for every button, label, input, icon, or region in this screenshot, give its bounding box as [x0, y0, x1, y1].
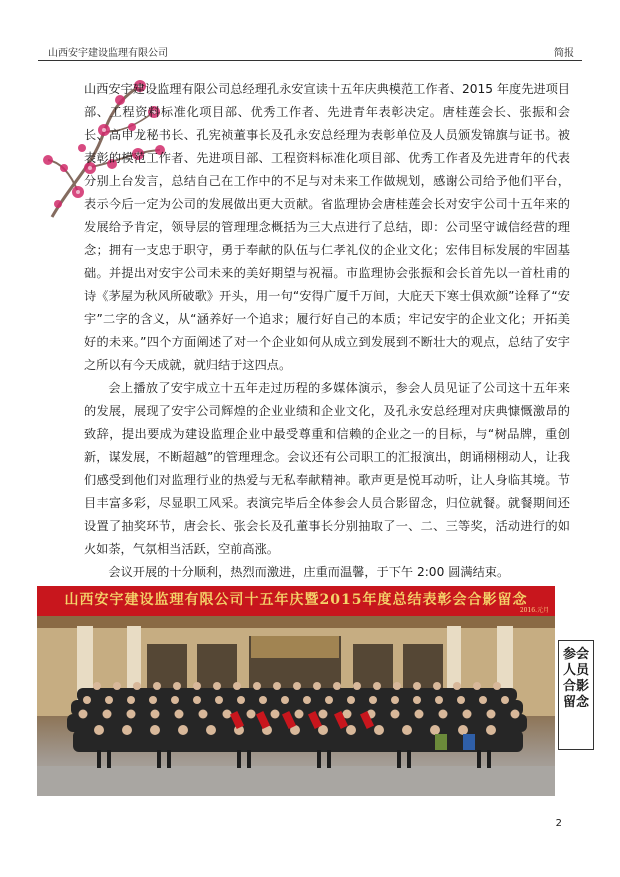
- page-number: 2: [555, 818, 562, 829]
- company-name: 山西安宇建设监理有限公司: [48, 48, 168, 59]
- section-label: 简报: [554, 48, 574, 59]
- paragraph-3: 会议开展的十分顺利，热烈而激进，庄重而温馨，于下午 2:00 圆满结束。: [108, 565, 510, 579]
- group-photo-illustration: [37, 616, 555, 796]
- paragraph-1: 山西安宇建设监理有限公司总经理孔永安宣读十五年庆典模范工作者、2015 年度先进项目部、工程资料标准化项目部、优秀工作者、先进青年表彰决定。唐桂莲会长、张振和会长、高申龙秘书长、孔宪祯董事长及孔永安总经理为表彰单位及人员颁发锦旗与证书。被表彰的模范工作者、先进项目部、工程资料标准化项目部、优秀工作者及先进青年的代表分别上台发言，总结自己在工作中的不足与对未来工作做规划，感谢公司给予他们平台，表示今后一定为公司的发展做出更大贡献。省监理协会唐桂莲会长对安宇公司十五年来的发展给予肯定，领导层的管理理念概括为三大点进行了总结，即：公司坚守诚信经营的理念；拥有一支忠于职守，勇于奉献的队伍与仁孝礼仪的企业文化；宏伟目标发展的牢固基础。并提出对安宇公司未来的美好期望与祝福。市监理协会张振和会长首先以一首杜甫的诗《茅屋为秋风所破歌》开头，用一句“安得广厦千万间，大庇天下寒士俱欢颜”诠释了“安宇”二字的含义，从“涵养好一个追求；履行好自己的本质；牢记安宇的企业文化；开拓美好的未来。”四个方面阐述了对一个企业如何从成立到发展到不断壮大的观点，总结了安宇之所以有今天成就，就归结于这四点。: [84, 82, 570, 372]
- group-photo: [37, 586, 555, 796]
- paragraph-2: 会上播放了安宇成立十五年走过历程的多媒体演示，参会人员见证了公司这十五年来的发展，展现了安宇公司辉煌的企业业绩和企业文化，及孔永安总经理对庆典慷慨激昂的致辞，提出要成为建设监理企业中最受尊重和信赖的企业之一的目标，与“树品牌，重创新，谋发展，不断超越”的管理理念。会议还有公司职工的汇报演出，朗诵栩栩动人，让我们感受到他们对监理行业的热爱与无私奉献精神。歌声更是悦耳动听，让人身临其境。节目丰富多彩，尽显职工风采。表演完毕后全体参会人员合影留念，归位就餐。就餐期间还设置了抽奖环节，唐会长、张会长及孔董事长分别抽取了一、二、三等奖，活动进行的如火如荼，气氛相当活跃，空前高涨。: [84, 381, 570, 556]
- photo-caption: 参会人员合影留念: [558, 640, 594, 750]
- page-header: [38, 40, 582, 61]
- group-photo-image: [37, 616, 555, 796]
- photo-banner: [37, 586, 555, 616]
- report-body: [84, 78, 570, 584]
- banner-date: 2016.元月: [519, 607, 549, 614]
- banner-title: 山西安宇建设监理有限公司十五年庆暨2015年度总结表彰会合影留念: [64, 592, 528, 608]
